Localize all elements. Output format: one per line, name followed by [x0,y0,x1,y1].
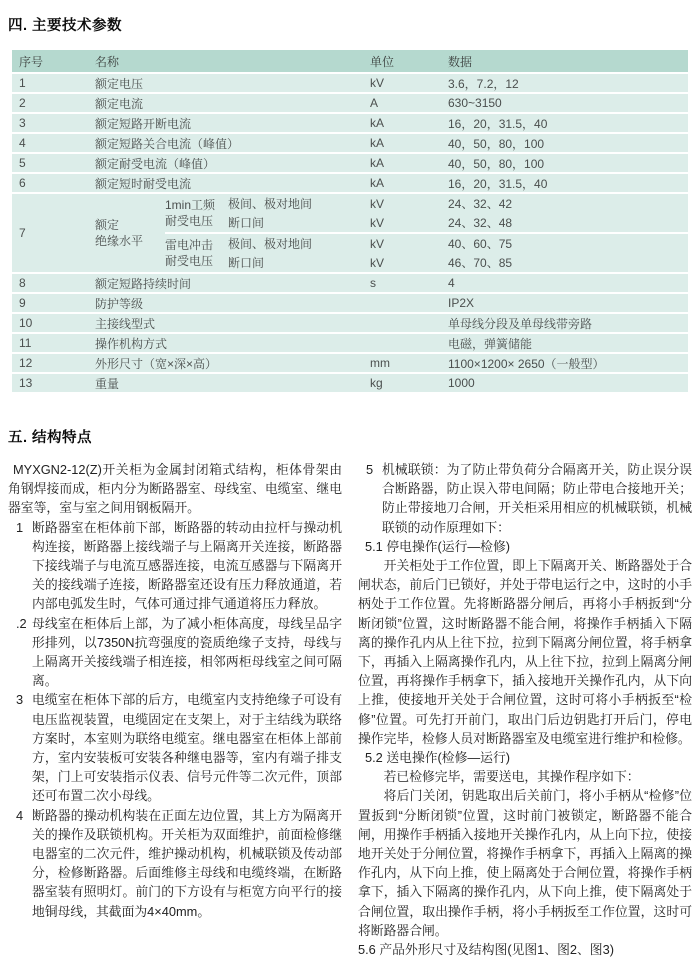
cell-name: 额定短时耐受电流 [95,176,192,191]
cell-type-line2: 耐受电压 [165,214,214,228]
cell-type-line1: 雷电冲击 [165,238,214,252]
right-column [358,460,692,959]
cell-no: 6 [19,176,26,190]
cell-name: 额定电压 [95,76,144,91]
cell-name: 操作机构方式 [95,336,168,351]
cell-unit: mm [370,356,390,370]
cell-unit: kV [370,196,385,211]
cell-no: 3 [19,116,26,130]
cell-name: 额定耐受电流（峰值） [95,156,216,171]
structural-features-text [8,460,692,959]
feature-item-2 [8,614,342,691]
cell-scope: 断口间 [228,216,265,230]
insulation-subrows [228,234,688,272]
cell-name: 额定电流 [95,96,144,111]
item-text: 母线室在柜体后上部，为了减小柜体高度，母线呈品字形排列，以7350N抗弯强度的瓷质绝缘子支持，母线与上隔离开关接线端子相连接，相邻两柜母线室之间可隔离。 [32,615,342,689]
item-text: 机械联锁：为了防止带负荷分合隔离开关，防止误分误合断路器，防止误入带电间隔；防止带电合接地开关；防止带接地刀合闸，开关柜采用相应的机械联锁，机械联锁的动作原理如下： [382,462,692,535]
feature-item-4 [8,806,342,921]
insulation-groups [165,194,688,272]
insulation-subrow [228,194,688,213]
cell-type [165,234,228,272]
cell-data: 40，50，80，100 [448,136,545,151]
item-number: 1 [16,519,24,535]
cell-no: 2 [19,96,26,110]
cell-name: 额定短路关合电流（峰值） [95,136,240,151]
item-number: 5 [366,462,374,477]
cell-data: 4 [448,276,455,290]
table-row [12,154,688,172]
header-name: 名称 [95,54,120,69]
heading-5-6: 5.6 产品外形尺寸及结构图(见图1、图2、图3) [358,942,614,958]
cell-no: 8 [19,276,26,290]
cell-name: 外形尺寸（宽×深×高） [95,356,218,371]
cell-unit: kV [370,255,385,270]
cell-data: 3.6，7.2，12 [448,76,519,91]
intro-paragraph: MYXGN2-12(Z)开关柜为金属封闭箱式结构，柜体骨架由角钢焊接而成，柜内分为断路器室、母线室、电缆室、继电器室等，室与室之间用钢板隔开。 [8,462,342,516]
cell-data: 24、32、48 [448,216,513,230]
cell-scope: 极间、极对地间 [228,197,313,211]
cell-no: 10 [19,316,33,330]
table-row-insulation-level [12,194,688,272]
cell-data: 24、32、42 [448,197,513,211]
cell-unit: kA [370,136,385,150]
cell-no: 11 [19,336,32,350]
cell-unit: kg [370,376,383,390]
cell-name: 重量 [95,376,120,391]
cell-no: 5 [19,156,26,170]
cell-name-line2: 绝缘水平 [95,234,144,248]
cell-no: 1 [19,76,26,90]
cell-scope: 断口间 [228,256,265,270]
cell-unit: kA [370,156,385,170]
insulation-group-power-frequency [165,194,688,232]
cell-unit: s [370,276,376,290]
cell-type-line2: 耐受电压 [165,254,214,268]
cell-unit: A [370,96,379,110]
insulation-subrow [228,234,688,253]
cell-unit: kV [370,76,385,90]
cell-no: 4 [19,136,26,150]
cell-data: 40、60、75 [448,237,513,251]
heading-5-2: 5.2 送电操作(检修—运行) [365,750,511,766]
table-row [12,94,688,112]
cell-data: 1000 [448,376,475,390]
cell-name: 主接线型式 [95,316,156,331]
table-header-row [12,50,688,72]
cell-unit: kV [370,236,385,251]
cell-no: 12 [19,356,33,370]
cell-data: 40，50，80，100 [448,156,545,171]
item-number: 3 [16,692,24,708]
cell-data: 630~3150 [448,96,502,110]
cell-data: 16，20，31.5，40 [448,116,548,131]
item-text: 电缆室在柜体下部的后方，电缆室内支持绝缘子可设有电压监视装置，电缆固定在支架上，对于主结线为联络方案时，本室则为联络电缆室。继电器室在柜体上部前方，室内安装板可安装各种继电器等，室内有端子排支架，门上可安装指示仪表、信号元件等二次元件，顶部还可布置二次小母线。 [32,692,342,804]
parameters-table [12,50,688,392]
insulation-group-lightning-impulse [165,232,688,272]
header-data: 数据 [448,54,473,69]
cell-unit: kA [370,116,385,130]
feature-item-5 [358,460,692,537]
table-row [12,374,688,392]
table-row [12,74,688,92]
cell-data: IP2X [448,296,475,310]
header-no: 序号 [19,54,44,69]
cell-no: 7 [19,226,26,240]
cell-no: 13 [19,376,33,390]
cell-name: 额定短路持续时间 [95,276,192,291]
insulation-subrow [228,253,688,272]
cell-name: 额定短路开断电流 [95,116,192,131]
table-row [12,174,688,192]
table-row [12,114,688,132]
insulation-subrow [228,213,688,232]
cell-data: 电磁，弹簧储能 [448,336,533,351]
cell-type-line1: 1min工频 [165,198,216,212]
paragraph-5-2b: 将后门关闭，钥匙取出后关前门，将小手柄从“检修”位置扳到“分断闭锁”位置，这时前门被锁定，断路器不能合闸，用操作手柄插入接地开关操作孔内，从上向下拉，使接地开关处于分闸位置，将操作手柄拿下，再插入上隔离的操作孔内，从下向上推，使上隔离处于合闸位置，将操作手柄拿下，插入下隔离的操作孔内，从下向上推，使下隔离处于合闸位置，取出操作手柄，将小手柄扳至工作位置，这时可将断路器合闸。 [358,788,692,938]
item-text: 断路器的操动机构装在正面左边位置，其上方为隔离开关的操作及联锁机构。开关柜为双面维护，前面检修继电器室的二次元件，维护操动机构，机械联锁及传动部分，检修断路器。后面维修主母线和电缆终端，在断路器室装有照明灯。前门的下方设有与柜宽方向平行的接地铜母线，其截面为4×40mm。 [32,807,342,919]
cell-scope: 极间、极对地间 [228,237,313,251]
left-column [8,460,342,959]
table-row [12,354,688,372]
cell-name-line1: 额定 [95,218,120,232]
cell-name: 防护等级 [95,296,144,311]
cell-data: 46、70、85 [448,256,513,270]
table-row [12,334,688,352]
cell-data: 单母线分段及单母线带旁路 [448,316,593,331]
feature-item-1 [8,518,342,614]
table-row [12,134,688,152]
table-row [12,314,688,332]
insulation-subrows [228,194,688,232]
table-row [12,274,688,292]
cell-unit: kA [370,176,385,190]
cell-unit: kV [370,215,385,230]
item-number: .2 [16,615,27,631]
cell-no: 9 [19,296,26,310]
header-unit: 单位 [370,54,395,69]
heading-5-1: 5.1 停电操作(运行—检修) [365,538,511,554]
cell-name-insulation [95,194,165,272]
section5-title: 五. 结构特点 [8,430,93,446]
section4-title: 四. 主要技术参数 [8,18,123,34]
cell-type [165,194,228,232]
item-number: 4 [16,807,24,823]
table-row [12,294,688,312]
cell-data: 16，20，31.5，40 [448,176,548,191]
paragraph-5-2a: 若已检修完毕，需要送电，其操作程序如下： [383,769,640,785]
item-text: 断路器室在柜体前下部，断路器的转动由拉杆与操动机构连接，断路器上接线端子与上隔离开关连接，断路器下接线端子与电流互感器连接，电流互感器与下隔离开关的接线端子连接，断路器室还设有压力释放通道，若内部电弧发生时，气体可通过排气通道将压力释放。 [32,519,342,612]
paragraph-5-1: 开关柜处于工作位置，即上下隔离开关、断路器处于合闸状态，前后门已锁好，并处于带电运行之中，这时的小手柄处于工作位置。先将断路器分闸后，再将小手柄扳到“分断闭锁”位置，这时断路器不能合闸，将操作手柄插入下隔离的操作孔内从上往下拉，拉到下隔离分闸位置，将手柄拿下，再插入上隔离操作孔内，从上往下拉，拉到上隔离分闸位置，再将操作手柄拿下，插入接地开关操作孔内，从下向上推，使接地开关处于合闸位置，这时可将小手柄扳至“检修”位置。可先打开前门，取出门后边钥匙打开后门，停电操作完毕，检修人员对断路器室及电缆室进行维护和检修。 [358,558,692,746]
feature-item-3 [8,690,342,805]
cell-data: 1100×1200× 2650（一般型） [448,356,605,371]
